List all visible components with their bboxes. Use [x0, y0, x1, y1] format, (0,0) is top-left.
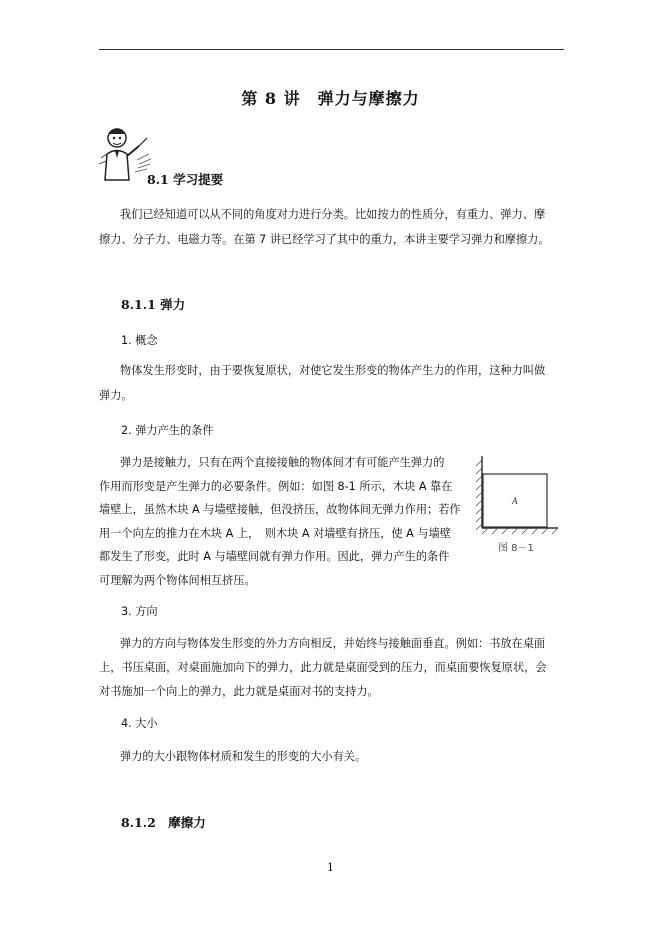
- figure-block-label: A: [512, 496, 518, 506]
- magnitude-paragraph: [99, 744, 565, 769]
- condition-line-4: 用一个向左的推力在木块 A 上， 则木块 A 对墙壁有挤压，使 A 与墙壁: [99, 526, 451, 540]
- section-heading-8-1-2: 8.1.2 摩擦力: [121, 815, 206, 830]
- section-heading-8-1: 8.1 学习提要: [147, 172, 224, 187]
- condition-line-1: 弹力是接触力，只有在两个直接接触的物体间才有可能产生弹力的: [120, 456, 445, 469]
- item-2-heading: 2. 弹力产生的条件: [121, 424, 214, 437]
- page-number: 1: [327, 861, 334, 874]
- condition-line-3: 墙壁上，虽然木块 A 与墙壁接触，但没挤压，故物体间无弹力作用；若作: [99, 503, 461, 516]
- section-heading-8-1-1: 8.1.1 弹力: [121, 297, 186, 312]
- condition-line-2: 作用而形变是产生弹力的必要条件。例如：如图 8-1 所示，木块 A 靠在: [99, 479, 453, 493]
- item-4-heading: 4. 大小: [121, 717, 158, 730]
- direction-line-2: 上，书压桌面，对桌面施加向下的弹力，此力就是桌面受到的压力，而桌面要恢复原状，会: [99, 661, 547, 674]
- direction-line-1: 弹力的方向与物体发生形变的外力方向相反，并始终与接触面垂直。例如：书放在桌面: [120, 637, 546, 650]
- concept-line-1: 物体发生形变时，由于要恢复原状，对使它发生形变的物体产生力的作用，这种力叫做: [120, 364, 546, 377]
- condition-line-6: 可理解为两个物体间相互挤压。: [99, 573, 256, 587]
- concept-paragraph: [99, 358, 565, 408]
- header-rule: [99, 49, 564, 50]
- magnitude-line-1: 弹力的大小跟物体材质和发生的形变的大小有关。: [120, 750, 367, 763]
- concept-line-2: 弹力。: [99, 389, 133, 402]
- intro-paragraph: [99, 202, 565, 252]
- direction-line-3: 对书施加一个向上的弹力，此力就是桌面对书的支持力。: [99, 685, 379, 698]
- intro-line-2: 擦力、分子力、电磁力等。在第 7 讲已经学习了其中的重力，本讲主要学习弹力和摩擦力。: [99, 233, 550, 246]
- condition-line-5: 都发生了形变，此时 A 与墙壁间就有弹力作用。因此，弹力产生的条件: [99, 550, 450, 563]
- figure-caption: 图 8－1: [498, 543, 534, 554]
- figure-8-1: [474, 452, 560, 560]
- item-3-heading: 3. 方向: [121, 605, 158, 618]
- condition-paragraph: [99, 451, 469, 592]
- page-title: 第 8 讲 弹力与摩擦力: [241, 89, 420, 108]
- intro-line-1: 我们已经知道可以从不同的角度对力进行分类。比如按力的性质分，有重力、弹力、摩: [120, 208, 546, 221]
- direction-paragraph: [99, 632, 565, 704]
- item-1-heading: 1. 概念: [121, 334, 158, 347]
